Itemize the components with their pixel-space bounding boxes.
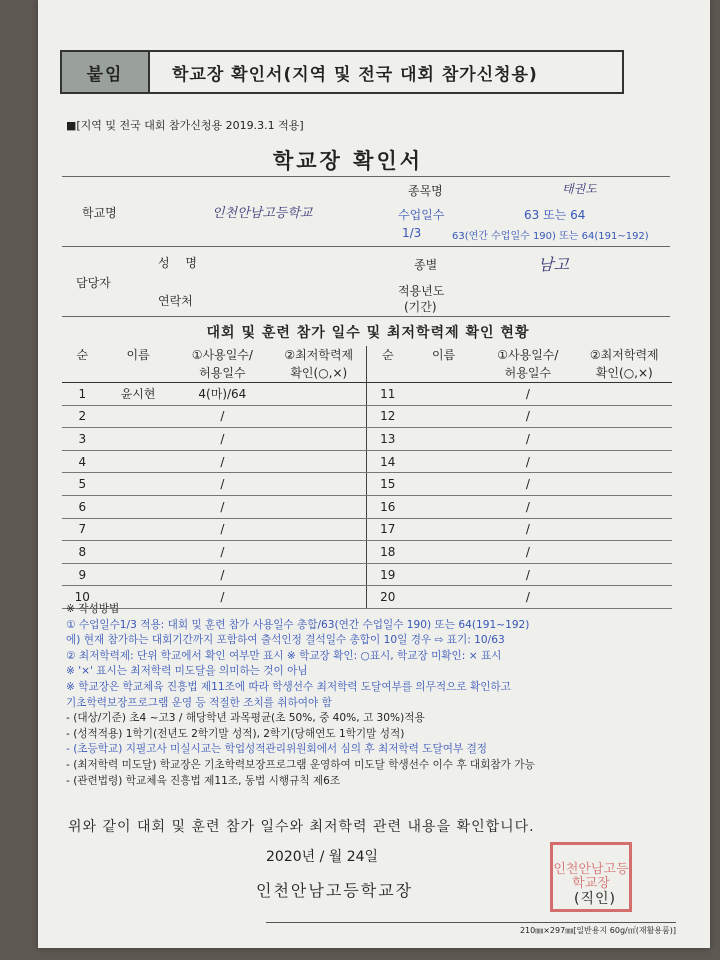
row-number: 10 [62,586,103,609]
row-number: 1 [62,383,103,406]
name-label: 성 명 [158,256,203,270]
instructions-title: ※ 작성방법 [66,603,120,615]
col-name-sub [408,364,479,383]
event-label: 종목명 [408,184,443,198]
paper-spec-footer: 210㎜×297㎜[일반용지 60g/㎡(재활용품)] [266,922,676,936]
row-number: 18 [367,541,408,564]
row-number: 14 [367,450,408,473]
min-grade-check [271,495,367,518]
instruction-line: - (대상/기준) 초4 ~고3 / 해당학년 과목평균(초 50%, 중 40%, 고 30%)적용 [66,712,425,725]
year-label: 적용년도 [398,284,445,298]
row-number: 20 [367,586,408,609]
min-grade-check [271,405,367,428]
student-name [103,563,174,586]
used-days: / [479,405,576,428]
year-period-label: (기간) [404,300,437,314]
min-grade-check [271,563,367,586]
instruction-line: - (초등학교) 지필고사 미실시교는 학업성적관리위원회에서 심의 후 최저학력 도달여부 결정 [66,743,488,756]
min-grade-check [271,518,367,541]
used-days: / [174,563,271,586]
row-number: 16 [367,495,408,518]
divider [62,246,670,247]
min-grade-check [271,383,367,406]
instruction-line: ① 수업일수1/3 적용: 대회 및 훈련 참가 사용일수 총합/63(연간 수업일수 190) 또는 64(191~192) [66,618,530,631]
instruction-line: - (성적적용) 1학기(전년도 2학기말 성적), 2학기(당해연도 1학기말 성적) [66,727,405,740]
used-days: / [174,473,271,496]
instruction-line: 에) 현재 참가하는 대회기간까지 포함하여 출석인정 결석일수 총합이 10일 경우 ⇨ 표기: 10/63 [66,634,505,647]
student-name [408,428,479,451]
col-days-sub: 허용일수 [174,364,271,383]
min-grade-check [271,450,367,473]
divider [62,176,670,177]
header-title: 학교장 확인서(지역 및 전국 대회 참가신청용) [172,64,538,85]
days-value: 63 또는 64 [524,208,586,222]
student-name [103,495,174,518]
min-grade-check [577,428,672,451]
used-days: / [174,518,271,541]
student-name: 윤시현 [103,383,174,406]
min-grade-check [577,450,672,473]
min-grade-check [577,405,672,428]
third-value: 63(연간 수업일수 190) 또는 64(191~192) [452,231,649,242]
used-days: / [479,563,576,586]
col-min-grade: ②최저학력제 [589,347,659,362]
row-number: 11 [367,383,408,406]
col-days: ①사용일수/ [191,347,253,362]
student-name [103,541,174,564]
school-label: 학교명 [82,206,117,220]
student-name [408,473,479,496]
col-days-sub: 허용일수 [479,364,576,383]
student-name [408,518,479,541]
min-grade-check [577,495,672,518]
min-grade-check [271,428,367,451]
manager-label: 담당자 [76,276,111,290]
min-grade-check [577,518,672,541]
event-value: 태권도 [562,182,597,196]
student-name [103,450,174,473]
used-days: / [174,495,271,518]
seal-label: (직인) [574,891,616,907]
min-grade-check [577,383,672,406]
used-days: / [174,428,271,451]
confirmation-statement: 위와 같이 대회 및 훈련 참가 일수와 최저학력 관련 내용을 확인합니다. [68,819,535,835]
principal-signature-line: 인천안남고등학교장 [256,881,414,900]
contact-label: 연락처 [158,294,193,308]
row-number: 5 [62,473,103,496]
col-days: ①사용일수/ [497,347,559,362]
student-name [408,383,479,406]
attachment-badge: 붙임 [62,52,150,92]
col-no: 순 [76,347,89,362]
used-days: / [174,450,271,473]
gender-value: 남고 [538,255,569,274]
min-grade-check [577,563,672,586]
row-number: 3 [62,428,103,451]
divider [62,316,670,317]
applicability-note: ■[지역 및 전국 대회 참가신청용 2019.3.1 적용] [66,119,304,132]
writing-instructions [66,602,706,789]
gender-label: 종별 [414,258,438,272]
row-number: 6 [62,495,103,518]
used-days: 4(마)/64 [174,383,271,406]
participation-table [62,346,672,609]
table-row [62,473,672,496]
used-days: / [479,518,576,541]
student-name [103,518,174,541]
instruction-line: 기초학력보장프로그램 운영 등 적절한 조치를 취하여야 함 [66,696,332,709]
min-grade-check [577,541,672,564]
student-name [408,450,479,473]
min-grade-check [271,541,367,564]
instruction-line: - (관련법령) 학교체육 진흥법 제11조, 동법 시행규칙 제6조 [66,774,341,787]
col-name-sub [103,364,174,383]
min-grade-check [577,473,672,496]
row-number: 15 [367,473,408,496]
col-name: 이름 [126,347,150,362]
row-number: 8 [62,541,103,564]
student-name [408,541,479,564]
student-name [103,428,174,451]
row-number: 13 [367,428,408,451]
min-grade-check [271,473,367,496]
used-days: / [479,541,576,564]
row-number: 17 [367,518,408,541]
row-number: 9 [62,563,103,586]
third-label: 1/3 [402,226,422,240]
col-no: 순 [367,346,408,364]
table-row [62,495,672,518]
student-name [408,563,479,586]
table-row [62,518,672,541]
used-days: / [479,383,576,406]
issue-date: 2020년 / 월 24일 [266,849,379,865]
official-seal: 인천안남고등학교장 [550,842,632,912]
instruction-line: ※ 학교장은 학교체육 진흥법 제11조에 따라 학생선수 최저학력 도달여부를 의무적으로 확인하고 [66,680,511,693]
student-name [103,405,174,428]
table-row [62,450,672,473]
row-number: 12 [367,405,408,428]
used-days: / [479,428,576,451]
row-number: 4 [62,450,103,473]
used-days: / [174,541,271,564]
student-name [408,405,479,428]
col-no-sub [62,364,103,383]
row-number: 2 [62,405,103,428]
table-row [62,383,672,406]
used-days: / [174,586,271,609]
document-page [38,0,710,948]
days-label: 수업일수 [398,208,445,222]
table-row [62,541,672,564]
instruction-line: ※ '×' 표시는 최저학력 미도달을 의미하는 것이 아님 [66,665,308,678]
student-name [408,495,479,518]
used-days: / [479,586,576,609]
section-title: 대회 및 훈련 참가 일수 및 최저학력제 확인 현황 [206,325,530,341]
page-title: 학교장 확인서 [272,149,424,173]
col-min-grade: ②최저학력제 [284,347,354,362]
used-days: / [174,405,271,428]
table-row [62,405,672,428]
school-value: 인천안남고등학교 [212,206,313,221]
table-row [62,563,672,586]
table-row [62,428,672,451]
used-days: / [479,450,576,473]
col-no-sub [367,364,408,383]
col-min-grade-sub: 확인(○,×) [577,364,672,383]
instruction-line: ② 최저학력제: 단위 학교에서 확인 여부만 표시 ※ 학교장 확인: ○표시, 학교장 미확인: × 표시 [66,649,502,662]
document-header [60,50,624,94]
col-min-grade-sub: 확인(○,×) [271,364,367,383]
instruction-line: - (최저학력 미도달) 학교장은 기초학력보장프로그램 운영하여 미도달 학생선수 이수 후 대회참가 가능 [66,758,535,771]
row-number: 7 [62,518,103,541]
col-name: 이름 [432,347,456,362]
used-days: / [479,495,576,518]
row-number: 19 [367,563,408,586]
student-name [103,473,174,496]
used-days: / [479,473,576,496]
